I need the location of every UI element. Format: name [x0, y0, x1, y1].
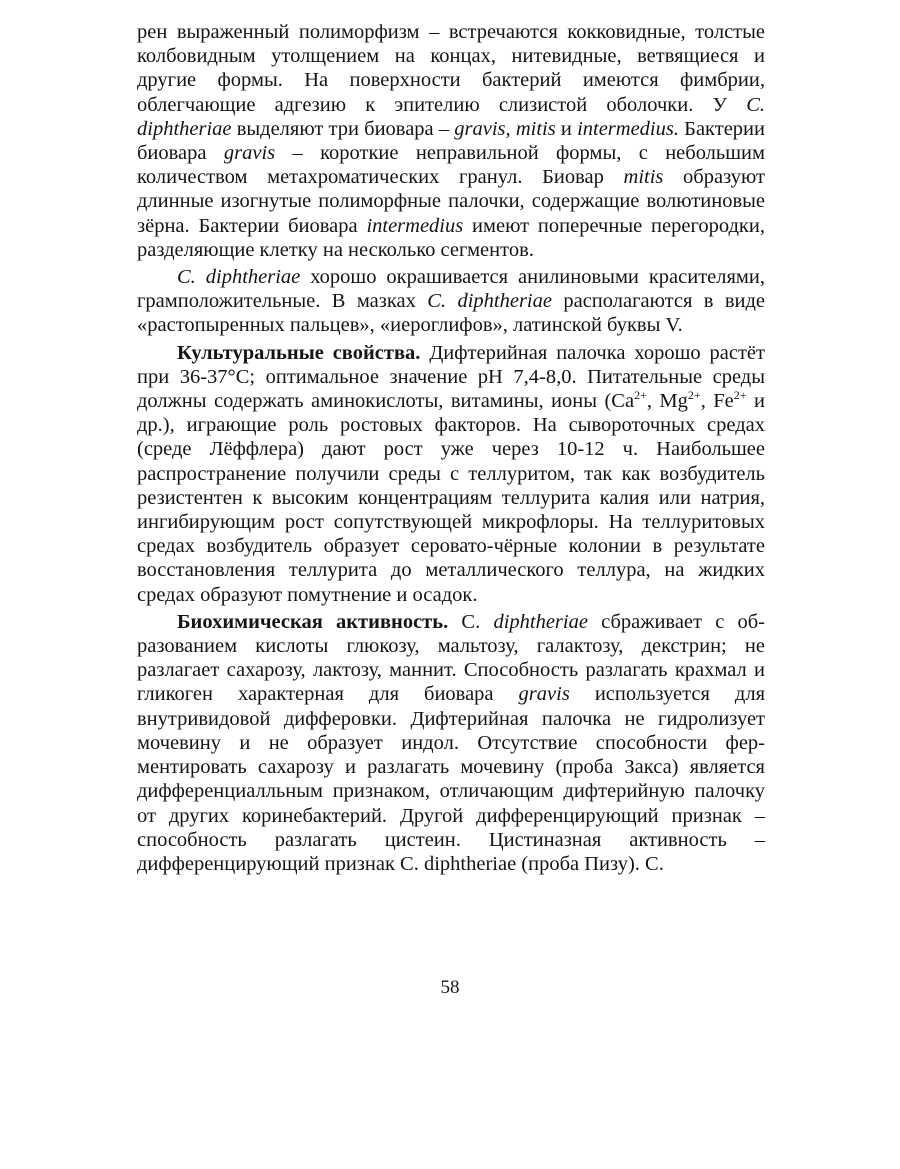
paragraph-morphology	[137, 20, 765, 262]
italic-term: C. diphtheriae	[177, 266, 301, 289]
text-run: C.	[448, 610, 494, 633]
text-run: , Fe	[700, 390, 734, 413]
superscript: 2+	[733, 388, 747, 403]
italic-term: C. diphtheriae	[137, 93, 765, 140]
paragraph-staining	[137, 265, 765, 338]
italic-term: diphtheriae	[493, 610, 588, 633]
superscript: 2+	[634, 388, 647, 403]
text-run: , Mg	[646, 390, 688, 413]
text-run: используется для внутривидовой дифферовки. Дифтерийная палочка не гидролизует мочевину и не образует индол. Отсутствие способности ферментировать сахарозу и разлагать мочевину (проба Закса) является дифференциалльным признаком, отличающим дифтерийную палочку от других коринебактерий. Другой дифференцирующий признак – способность разлагать цистеин. Цистиназная активность – дифференцирующий признак C. diphtheriae (проба Пизу). C.	[137, 683, 766, 875]
italic-term: gravis	[223, 142, 276, 165]
text-run: хорошо окрашивается анилиновыми красителями, грамположительные. В мазках	[137, 266, 766, 313]
paragraph-cultural-properties	[137, 341, 765, 607]
section-heading: Биохимическая активность.	[177, 610, 449, 633]
paragraph-biochemical-activity	[137, 610, 765, 876]
page-number: 58	[440, 977, 460, 998]
text-run: Бактерии биовара	[137, 117, 765, 165]
text-run: рен выраженный полиморфизм – встречаются кокковидные, толстые колбовидным утолщением на концах, нитевидные, ветвящиеся и другие формы. На поверхности бактерий имеются фимбрии, облегчающие адгезию к эпителию слизистой оболочки. У	[137, 21, 765, 116]
text-run: располагаются в виде «растопыренных пальцев», «иероглифов», латинской буквы V.	[137, 290, 766, 337]
text-run: – короткие неправильной формы, с небольшим количеством метахроматических гранул. Биовар	[137, 142, 765, 189]
text-run: образуют длинные изогнутые полиморфные палочки, содержащие волютиновые зёрна. Бактерии биовара	[137, 166, 765, 237]
text-run: выделяют три биовара –	[231, 117, 455, 140]
italic-term: C. diphtheriae	[427, 290, 552, 313]
italic-term: gravis	[518, 683, 570, 706]
text-run: сбраживает с образованием кислоты глюкозу, мальтозу, галактозу, декстрин; не разлагает сахарозу, лактозу, маннит. Способность разлагать крахмал и гликоген характерная для биовара	[137, 610, 765, 706]
text-run: и	[555, 117, 578, 140]
page-text	[137, 20, 765, 879]
superscript: 2+	[687, 388, 701, 403]
italic-term: intermedius.	[577, 117, 679, 140]
italic-term: mitis	[623, 166, 664, 189]
italic-term: gravis, mitis	[454, 117, 556, 140]
italic-term: intermedius	[366, 214, 464, 237]
text-run: имеют поперечные перегородки, разделяющие клетку на несколько сегментов.	[137, 214, 765, 261]
text-run: Дифтерийная палочка хорошо растёт при 36-37°С; оптимальное значение рН 7,4-8,0. Питательные среды должны содержать аминокислоты, витамины, ионы (Ca	[137, 341, 765, 413]
text-run: и др.), играющие роль ростовых факторов. На сывороточных средах (среде Лёффлера) дают рост уже через 10-12 ч. Наибольшее распространение получили среды с теллуритом, так как возбудитель резистентен к высоким концентрациям теллурита калия или натрия, ингибирующим рост сопутствующей микрофлоры. На теллуритовых средах возбудитель образует серовато-чёрные колонии в результате восстановления теллурита до металлического теллура, на жидких средах образуют помутнение и осадок.	[137, 390, 765, 606]
section-heading: Культуральные свойства.	[177, 341, 421, 364]
